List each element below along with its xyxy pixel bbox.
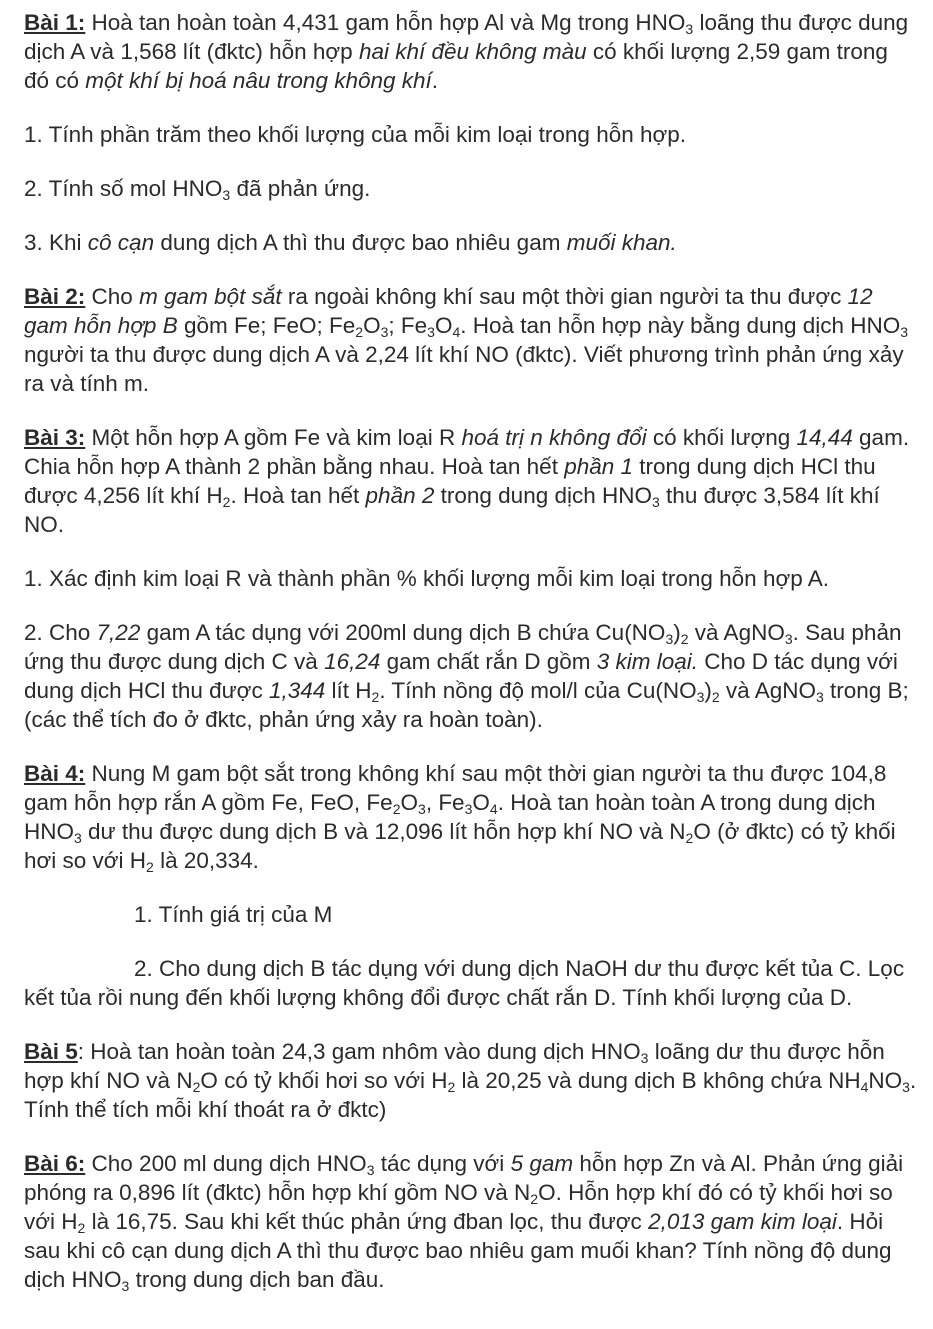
emphasis-text: 16,24 bbox=[324, 649, 381, 674]
body-text: là 20,334. bbox=[153, 848, 259, 873]
body-text: người ta thu được dung dịch A và 2,24 lít khí NO (đktc). Viết phương trình phản ứng xảy ra và tính m. bbox=[24, 342, 904, 396]
body-text: ; Fe bbox=[388, 313, 428, 338]
bai-1-question-3 bbox=[24, 228, 919, 257]
body-text: O. Hỗn hợp khí đó có tỷ khối hơi so với H bbox=[24, 1180, 893, 1234]
body-text: 2. Cho bbox=[24, 620, 97, 645]
subscript: 3 bbox=[665, 631, 674, 647]
emphasis-text: muối khan. bbox=[566, 230, 677, 255]
body-text: 1. Tính giá trị của M bbox=[134, 902, 333, 927]
body-text: . Hoà tan hoàn toàn A trong dung dịch HNO bbox=[24, 790, 876, 844]
bai-6-statement bbox=[24, 1149, 919, 1294]
subscript: 2 bbox=[222, 494, 231, 510]
body-text: Hoà tan hoàn toàn 24,3 gam nhôm vào dung dịch HNO bbox=[84, 1039, 641, 1064]
body-text: O bbox=[434, 313, 453, 338]
body-text: , Fe bbox=[425, 790, 465, 815]
body-text: 1. Tính phần trăm theo khối lượng của mỗi kim loại trong hỗn hợp. bbox=[24, 122, 687, 147]
bai-4-question-1 bbox=[24, 900, 919, 929]
emphasis-text: 3 kim loại. bbox=[596, 649, 699, 674]
subscript: 2 bbox=[192, 1079, 201, 1095]
emphasis-text: 2,013 gam kim loại bbox=[648, 1209, 837, 1234]
body-text: hỗn hợp Zn và Al. Phản ứng giải phóng ra 0,896 lít (đktc) hỗn hợp khí gồm NO và N bbox=[24, 1151, 904, 1205]
body-text: ) bbox=[704, 678, 712, 703]
body-text: lít H bbox=[325, 678, 372, 703]
subscript: 3 bbox=[464, 801, 473, 817]
body-text: Một hỗn hợp A gồm Fe và kim loại R bbox=[85, 425, 462, 450]
body-text: trong dung dịch HCl thu được 4,256 lít khí H bbox=[24, 454, 876, 508]
emphasis-text: một khí bị hoá nâu trong không khí bbox=[85, 68, 432, 93]
body-text: trong B; (các thể tích đo ở đktc, phản ứng xảy ra hoàn toàn). bbox=[24, 678, 909, 732]
body-text: trong dung dịch ban đầu. bbox=[129, 1267, 385, 1292]
subscript: 3 bbox=[418, 801, 426, 817]
subscript: 3 bbox=[427, 324, 435, 340]
subscript: 2 bbox=[711, 689, 720, 705]
body-text: : bbox=[77, 1039, 85, 1064]
emphasis-text: cô cạn bbox=[87, 230, 155, 255]
body-text: và AgNO bbox=[688, 620, 785, 645]
subscript: 2 bbox=[680, 631, 689, 647]
body-text: . Hoà tan hỗn hợp này bằng dung dịch HNO bbox=[460, 313, 901, 338]
body-text: gam A tác dụng với 200ml dung dịch B chứa Cu(NO bbox=[140, 620, 666, 645]
body-text: 2. Cho dung dịch B tác dụng với dung dịch NaOH dư thu được kết tủa C. Lọc kết tủa rồi nung đến khối lượng không đổi được chất rắn D. Tính khối lượng của D. bbox=[24, 956, 905, 1010]
body-text: loãng dư thu được hỗn hợp khí NO và N bbox=[24, 1039, 885, 1093]
subscript: 4 bbox=[452, 324, 461, 340]
body-text: O bbox=[400, 790, 419, 815]
subscript: 3 bbox=[900, 324, 909, 340]
bai-1-question-1 bbox=[24, 120, 919, 149]
body-text: O bbox=[363, 313, 381, 338]
bai-5-statement bbox=[24, 1037, 919, 1124]
subscript: 3 bbox=[685, 21, 694, 37]
subscript: 3 bbox=[380, 324, 389, 340]
body-text: là 16,75. Sau khi kết thúc phản ứng đban lọc, thu được bbox=[85, 1209, 649, 1234]
emphasis-text: 14,44 bbox=[796, 425, 853, 450]
body-text: gam chất rắn D gồm bbox=[380, 649, 597, 674]
body-text: gam. Chia hỗn hợp A thành 2 phần bằng nhau. Hoà tan hết bbox=[24, 425, 910, 479]
body-text: . bbox=[431, 68, 439, 93]
exercise-label: Bài 1: bbox=[24, 10, 86, 35]
subscript: 4 bbox=[489, 801, 498, 817]
subscript: 2 bbox=[392, 801, 401, 817]
bai-1-question-2 bbox=[24, 174, 919, 203]
exercise-label: Bài 3: bbox=[24, 425, 86, 450]
subscript: 3 bbox=[696, 689, 705, 705]
body-text: dung dịch A thì thu được bao nhiêu gam bbox=[154, 230, 567, 255]
body-text: Nung M gam bột sắt trong không khí sau một thời gian người ta thu được 104,8 gam hỗn hợp rắn A gồm Fe, FeO, Fe bbox=[24, 761, 887, 815]
exercise-label: Bài 5 bbox=[24, 1039, 78, 1064]
subscript: 4 bbox=[860, 1079, 869, 1095]
subscript: 2 bbox=[77, 1220, 86, 1236]
emphasis-text: hai khí đều không màu bbox=[358, 39, 587, 64]
subscript: 3 bbox=[652, 494, 660, 510]
body-text: ra ngoài không khí sau một thời gian người ta thu được bbox=[281, 284, 848, 309]
body-text: là 20,25 và dung dịch B không chứa NH bbox=[455, 1068, 861, 1093]
body-text: . Tính nồng độ mol/l của Cu(NO bbox=[379, 678, 697, 703]
subscript: 2 bbox=[685, 830, 694, 846]
bai-4-question-2 bbox=[24, 954, 919, 1012]
subscript: 2 bbox=[371, 689, 380, 705]
exercise-label: Bài 2: bbox=[24, 284, 86, 309]
subscript: 3 bbox=[366, 1162, 375, 1178]
exercise-label: Bài 4: bbox=[24, 761, 86, 786]
body-text: O (ở đktc) có tỷ khối hơi so với H bbox=[24, 819, 896, 873]
body-text: . Hỏi sau khi cô cạn dung dịch A thì thu được bao nhiêu gam muối khan? Tính nồng độ dung dịch HNO bbox=[24, 1209, 892, 1292]
subscript: 3 bbox=[815, 689, 824, 705]
emphasis-text: 5 gam bbox=[510, 1151, 574, 1176]
emphasis-text: 1,344 bbox=[268, 678, 326, 703]
body-text: loãng thu được dung dịch A và 1,568 lít (đktc) hỗn hợp bbox=[24, 10, 909, 64]
body-text: O có tỷ khối hơi so với H bbox=[200, 1068, 448, 1093]
subscript: 3 bbox=[74, 830, 82, 846]
body-text: có khối lượng 2,59 gam trong đó có bbox=[24, 39, 888, 93]
body-text: gồm Fe; FeO; Fe bbox=[177, 313, 356, 338]
subscript: 2 bbox=[146, 859, 154, 875]
bai-2-statement bbox=[24, 282, 919, 398]
bai-3-question-2 bbox=[24, 618, 919, 734]
emphasis-text: 12 gam hỗn hợp B bbox=[24, 284, 873, 338]
body-text: 2. Tính số mol HNO bbox=[24, 176, 223, 201]
emphasis-text: phần 1 bbox=[564, 454, 634, 479]
body-text: 1. Xác định kim loại R và thành phần % khối lượng mỗi kim loại trong hỗn hợp A. bbox=[24, 566, 830, 591]
subscript: 3 bbox=[121, 1278, 130, 1294]
subscript: 2 bbox=[355, 324, 364, 340]
emphasis-text: m gam bột sắt bbox=[139, 284, 282, 309]
subscript: 2 bbox=[530, 1191, 539, 1207]
body-text: 3. Khi bbox=[24, 230, 88, 255]
emphasis-text: phần 2 bbox=[365, 483, 435, 508]
body-text: trong dung dịch HNO bbox=[434, 483, 652, 508]
body-text: tác dụng với bbox=[374, 1151, 511, 1176]
body-text: đã phản ứng. bbox=[230, 176, 371, 201]
bai-4-statement bbox=[24, 759, 919, 875]
body-text: Cho D tác dụng với dung dịch HCl thu được bbox=[24, 649, 898, 703]
body-text: và AgNO bbox=[719, 678, 816, 703]
bai-1-statement bbox=[24, 8, 919, 95]
body-text: Cho 200 ml dung dịch HNO bbox=[85, 1151, 367, 1176]
emphasis-text: hoá trị n không đổi bbox=[461, 425, 647, 450]
body-text: Cho bbox=[85, 284, 140, 309]
body-text: thu được 3,584 lít khí NO. bbox=[24, 483, 880, 537]
subscript: 3 bbox=[222, 187, 231, 203]
body-text: có khối lượng bbox=[646, 425, 797, 450]
body-text: . Sau phản ứng thu được dung dịch C và bbox=[24, 620, 902, 674]
subscript: 3 bbox=[902, 1079, 910, 1095]
body-text: NO bbox=[868, 1068, 903, 1093]
bai-3-question-1 bbox=[24, 564, 919, 593]
subscript: 3 bbox=[784, 631, 793, 647]
body-text: . Tính thể tích mỗi khí thoát ra ở đktc) bbox=[24, 1068, 917, 1122]
subscript: 2 bbox=[447, 1079, 456, 1095]
body-text: . Hoà tan hết bbox=[230, 483, 366, 508]
bai-3-statement bbox=[24, 423, 919, 539]
emphasis-text: 7,22 bbox=[96, 620, 141, 645]
subscript: 3 bbox=[640, 1050, 649, 1066]
body-text: dư thu được dung dịch B và 12,096 lít hỗn hợp khí NO và N bbox=[81, 819, 686, 844]
body-text: ) bbox=[673, 620, 681, 645]
body-text: Hoà tan hoàn toàn 4,431 gam hỗn hợp Al và Mg trong HNO bbox=[85, 10, 686, 35]
body-text: O bbox=[472, 790, 490, 815]
exercise-label: Bài 6: bbox=[24, 1151, 86, 1176]
